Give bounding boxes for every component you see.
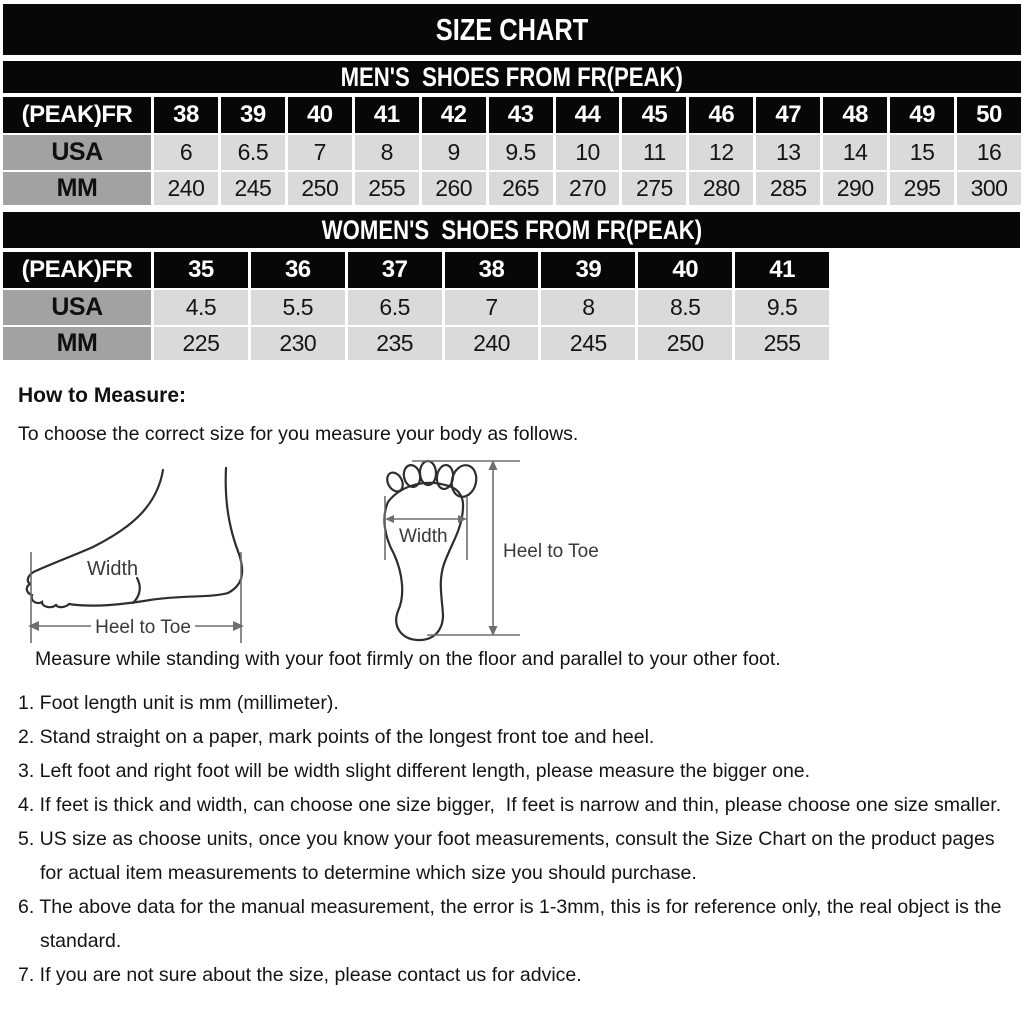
top-width-label: Width [399,526,448,547]
womens-usa-cell: 9.5 [735,290,829,325]
womens-mm-cell: 250 [638,327,732,360]
mens-usa-cell: 9.5 [489,135,553,170]
mens-usa-cell: 6 [154,135,218,170]
womens-fr-cell: 38 [445,252,539,288]
mens-fr-cell: 41 [355,97,419,133]
mens-mm-cell: 255 [355,172,419,205]
mens-fr-row-label: (PEAK)FR [3,97,151,133]
mens-fr-cell: 38 [154,97,218,133]
mens-usa-cell: 9 [422,135,486,170]
womens-fr-cell: 36 [251,252,345,288]
side-heel-to-toe-label: Heel to Toe [95,617,191,638]
mens-fr-cell: 39 [221,97,285,133]
mens-usa-cell: 16 [957,135,1021,170]
mens-usa-row [3,135,1021,170]
instruction-item-6: 6. The above data for the manual measurement, the error is 1-3mm, this is for reference only, the real object is the standard. [18,896,1007,952]
womens-usa-cell: 8 [541,290,635,325]
mens-mm-cell: 260 [422,172,486,205]
mens-mm-cell: 290 [823,172,887,205]
womens-fr-cell: 35 [154,252,248,288]
instruction-item-5: 5. US size as choose units, once you know your foot measurements, consult the Size Chart on the product pages for actual item measurements to determine which size you should purchase. [18,828,1001,884]
mens-size-table [3,97,1021,207]
mens-mm-cell: 270 [556,172,620,205]
mens-mm-cell: 285 [756,172,820,205]
measure-caption: Measure while standing with your foot firmly on the floor and parallel to your other foot. [35,648,781,670]
womens-mm-row-label: MM [3,327,151,360]
mens-usa-cell: 6.5 [221,135,285,170]
mens-usa-cell: 8 [355,135,419,170]
mens-usa-cell: 10 [556,135,620,170]
womens-fr-cell: 40 [638,252,732,288]
page-title: SIZE CHART [435,11,589,47]
mens-section-title: MEN'S SHOES FROM FR(PEAK) [340,61,684,92]
mens-usa-cell: 12 [689,135,753,170]
mens-fr-cell: 49 [890,97,954,133]
side-width-label: Width [87,558,139,580]
mens-fr-cell: 47 [756,97,820,133]
mens-fr-row [3,97,1021,133]
womens-mm-cell: 245 [541,327,635,360]
womens-fr-cell: 37 [348,252,442,288]
womens-usa-cell: 7 [445,290,539,325]
womens-size-table [3,252,829,362]
mens-fr-cell: 44 [556,97,620,133]
womens-section-title-bar [3,212,1020,248]
instruction-item-4: 4. If feet is thick and width, can choose one size bigger, If feet is narrow and thin, please choose one size smaller. [18,794,1002,816]
mens-mm-cell: 295 [890,172,954,205]
mens-usa-row-label: USA [3,135,151,170]
page-title-bar [3,4,1021,55]
foot-side-view-diagram [25,454,255,649]
instruction-list [18,686,1018,992]
mens-usa-cell: 15 [890,135,954,170]
mens-mm-cell: 300 [957,172,1021,205]
womens-fr-row-label: (PEAK)FR [3,252,151,288]
womens-mm-cell: 240 [445,327,539,360]
how-to-measure-heading: How to Measure: [18,384,187,407]
womens-usa-row-label: USA [3,290,151,325]
womens-fr-row [3,252,829,288]
how-to-measure-intro: To choose the correct size for you measure your body as follows. [18,423,579,445]
instruction-item-2: 2. Stand straight on a paper, mark points of the longest front toe and heel. [18,726,655,748]
mens-fr-cell: 40 [288,97,352,133]
womens-usa-row [3,290,829,325]
mens-mm-cell: 240 [154,172,218,205]
mens-fr-cell: 46 [689,97,753,133]
womens-mm-cell: 230 [251,327,345,360]
mens-fr-cell: 45 [622,97,686,133]
mens-mm-row-label: MM [3,172,151,205]
womens-mm-cell: 225 [154,327,248,360]
womens-usa-cell: 4.5 [154,290,248,325]
womens-usa-cell: 8.5 [638,290,732,325]
mens-section-title-bar [3,61,1021,93]
mens-mm-cell: 250 [288,172,352,205]
mens-usa-cell: 7 [288,135,352,170]
mens-usa-cell: 11 [622,135,686,170]
womens-mm-cell: 255 [735,327,829,360]
mens-fr-cell: 43 [489,97,553,133]
mens-fr-cell: 42 [422,97,486,133]
womens-fr-cell: 39 [541,252,635,288]
womens-mm-cell: 235 [348,327,442,360]
mens-mm-cell: 280 [689,172,753,205]
mens-usa-cell: 13 [756,135,820,170]
womens-fr-cell: 41 [735,252,829,288]
mens-mm-cell: 265 [489,172,553,205]
womens-mm-row [3,327,829,360]
instruction-item-3: 3. Left foot and right foot will be width slight different length, please measure the bigger one. [18,760,811,782]
measurement-diagrams [0,448,1024,650]
womens-section-title: WOMEN'S SHOES FROM FR(PEAK) [321,214,702,245]
mens-mm-cell: 275 [622,172,686,205]
mens-mm-cell: 245 [221,172,285,205]
footprint-top-view-diagram [372,450,612,645]
instruction-item-1: 1. Foot length unit is mm (millimeter). [18,692,339,714]
womens-usa-cell: 5.5 [251,290,345,325]
mens-usa-cell: 14 [823,135,887,170]
instruction-item-7: 7. If you are not sure about the size, please contact us for advice. [18,964,582,986]
top-heel-to-toe-label: Heel to Toe [503,541,599,562]
mens-fr-cell: 48 [823,97,887,133]
womens-usa-cell: 6.5 [348,290,442,325]
mens-mm-row [3,172,1021,205]
mens-fr-cell: 50 [957,97,1021,133]
